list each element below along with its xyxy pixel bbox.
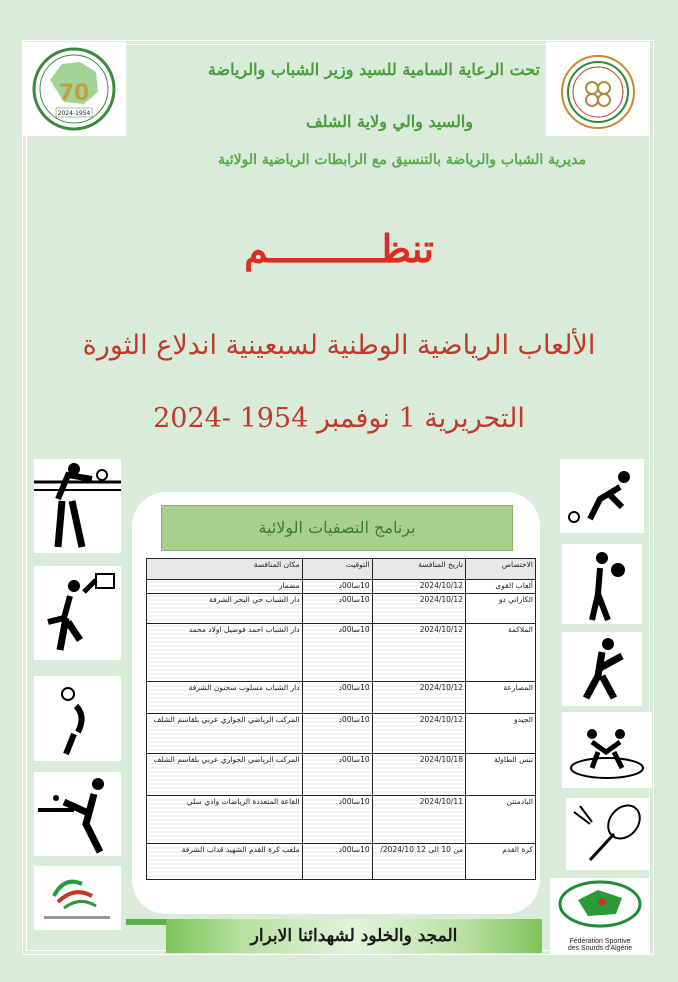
deaf-sports-federation-logo bbox=[550, 878, 650, 954]
cell-place: المركب الرياضي الجواري عربي بلقاسم الشلف bbox=[147, 754, 303, 796]
cell-date: 2024/10/12 bbox=[372, 594, 465, 624]
table-row bbox=[147, 844, 536, 880]
organize-heading: تنظــــــــــم bbox=[244, 226, 434, 271]
header-discipline: الاختصاص bbox=[465, 559, 535, 580]
cell-date: 2024/10/12 bbox=[372, 682, 465, 714]
cell-time: 10سا00د bbox=[302, 580, 372, 594]
header-line-2: والسيد والي ولاية الشلف bbox=[306, 112, 473, 131]
ministry-logo bbox=[546, 42, 650, 136]
cell-date: 2024/10/12 bbox=[372, 624, 465, 682]
gymnastics-icon bbox=[34, 676, 121, 761]
cell-time: 10سا00د bbox=[302, 594, 372, 624]
table-row bbox=[147, 580, 536, 594]
cell-discipline: الجيدو bbox=[465, 714, 535, 754]
cell-discipline: البادمنتن bbox=[465, 796, 535, 844]
event-title-line-1: الألعاب الرياضية الوطنية لسبعينية اندلاع الثورة bbox=[82, 330, 596, 361]
header-time: التوقيت bbox=[302, 559, 372, 580]
cell-time: 10سا00د bbox=[302, 796, 372, 844]
cell-discipline: تنس الطاولة bbox=[465, 754, 535, 796]
cell-discipline: ألعاب القوى bbox=[465, 580, 535, 594]
cell-time: 10سا00د bbox=[302, 714, 372, 754]
header-line-3: مديرية الشباب والرياضة بالتنسيق مع الرابطات الرياضية الولائية bbox=[218, 152, 586, 168]
footer-slogan: المجد والخلود لشهدائنا الابرار bbox=[166, 919, 542, 953]
cell-place: المركب الرياضي الجواري عربي بلقاسم الشلف bbox=[147, 714, 303, 754]
header-line-1: تحت الرعاية السامية للسيد وزير الشباب والرياضة bbox=[207, 60, 540, 79]
cell-date: 2024/10/11 bbox=[372, 796, 465, 844]
cell-place: ملعب كرة القدم الشهيد قداب الشرفة bbox=[147, 844, 303, 880]
schedule-title: برنامج التصفيات الولائية bbox=[161, 505, 513, 551]
cell-place: مضمار bbox=[147, 580, 303, 594]
paralympic-committee-logo bbox=[34, 866, 121, 930]
table-row bbox=[147, 796, 536, 844]
cell-date: 2024/10/12 bbox=[372, 714, 465, 754]
cell-time: 10سا00د bbox=[302, 682, 372, 714]
cell-discipline: الملاكمة bbox=[465, 624, 535, 682]
boxing-icon bbox=[562, 544, 642, 624]
cell-time: 10سا00د bbox=[302, 624, 372, 682]
volleyball-icon bbox=[34, 459, 121, 553]
header-date: تاريخ المنافسة bbox=[372, 559, 465, 580]
cell-time: 10سا00د bbox=[302, 844, 372, 880]
cell-discipline: الكاراتي دو bbox=[465, 594, 535, 624]
cell-place: دار الشباب مسلوب سحنون الشرفة bbox=[147, 682, 303, 714]
cell-discipline: كرة القدم bbox=[465, 844, 535, 880]
table-row bbox=[147, 754, 536, 796]
wrestling-icon bbox=[562, 712, 652, 788]
table-row bbox=[147, 624, 536, 682]
header-place: مكان المنافسة bbox=[147, 559, 303, 580]
cell-place: دار الشباب احمد فوضيل اولاد محمد bbox=[147, 624, 303, 682]
basketball-icon bbox=[34, 566, 121, 660]
federation-name-line-1: Fédération Sportive bbox=[569, 938, 631, 945]
table-tennis-icon bbox=[34, 772, 121, 856]
cell-date: من 10 الى 12 2024/10/ bbox=[372, 844, 465, 880]
table-row bbox=[147, 714, 536, 754]
cell-place: دار الشباب حي البحر الشرفة bbox=[147, 594, 303, 624]
cell-date: 2024/10/18 bbox=[372, 754, 465, 796]
badminton-icon bbox=[566, 798, 650, 870]
federation-name-line-2: des Sourds d'Algérie bbox=[567, 945, 633, 952]
svg-text:2024-1954: 2024-1954 bbox=[57, 110, 91, 117]
cell-time: 10سا00د bbox=[302, 754, 372, 796]
cell-place: القاعة المتعددة الرياضات وادي سلي bbox=[147, 796, 303, 844]
anniversary-logo bbox=[22, 42, 126, 136]
table-header-row bbox=[147, 559, 536, 580]
football-icon bbox=[560, 459, 644, 533]
table-row bbox=[147, 682, 536, 714]
table-row bbox=[147, 594, 536, 624]
schedule-table bbox=[146, 558, 536, 880]
svg-text:70: 70 bbox=[58, 81, 90, 106]
event-title-line-2: التحريرية 1 نوفمبر 1954 -2024 bbox=[153, 403, 525, 434]
cell-discipline: المصارعة bbox=[465, 682, 535, 714]
cell-date: 2024/10/12 bbox=[372, 580, 465, 594]
karate-icon bbox=[562, 632, 642, 706]
